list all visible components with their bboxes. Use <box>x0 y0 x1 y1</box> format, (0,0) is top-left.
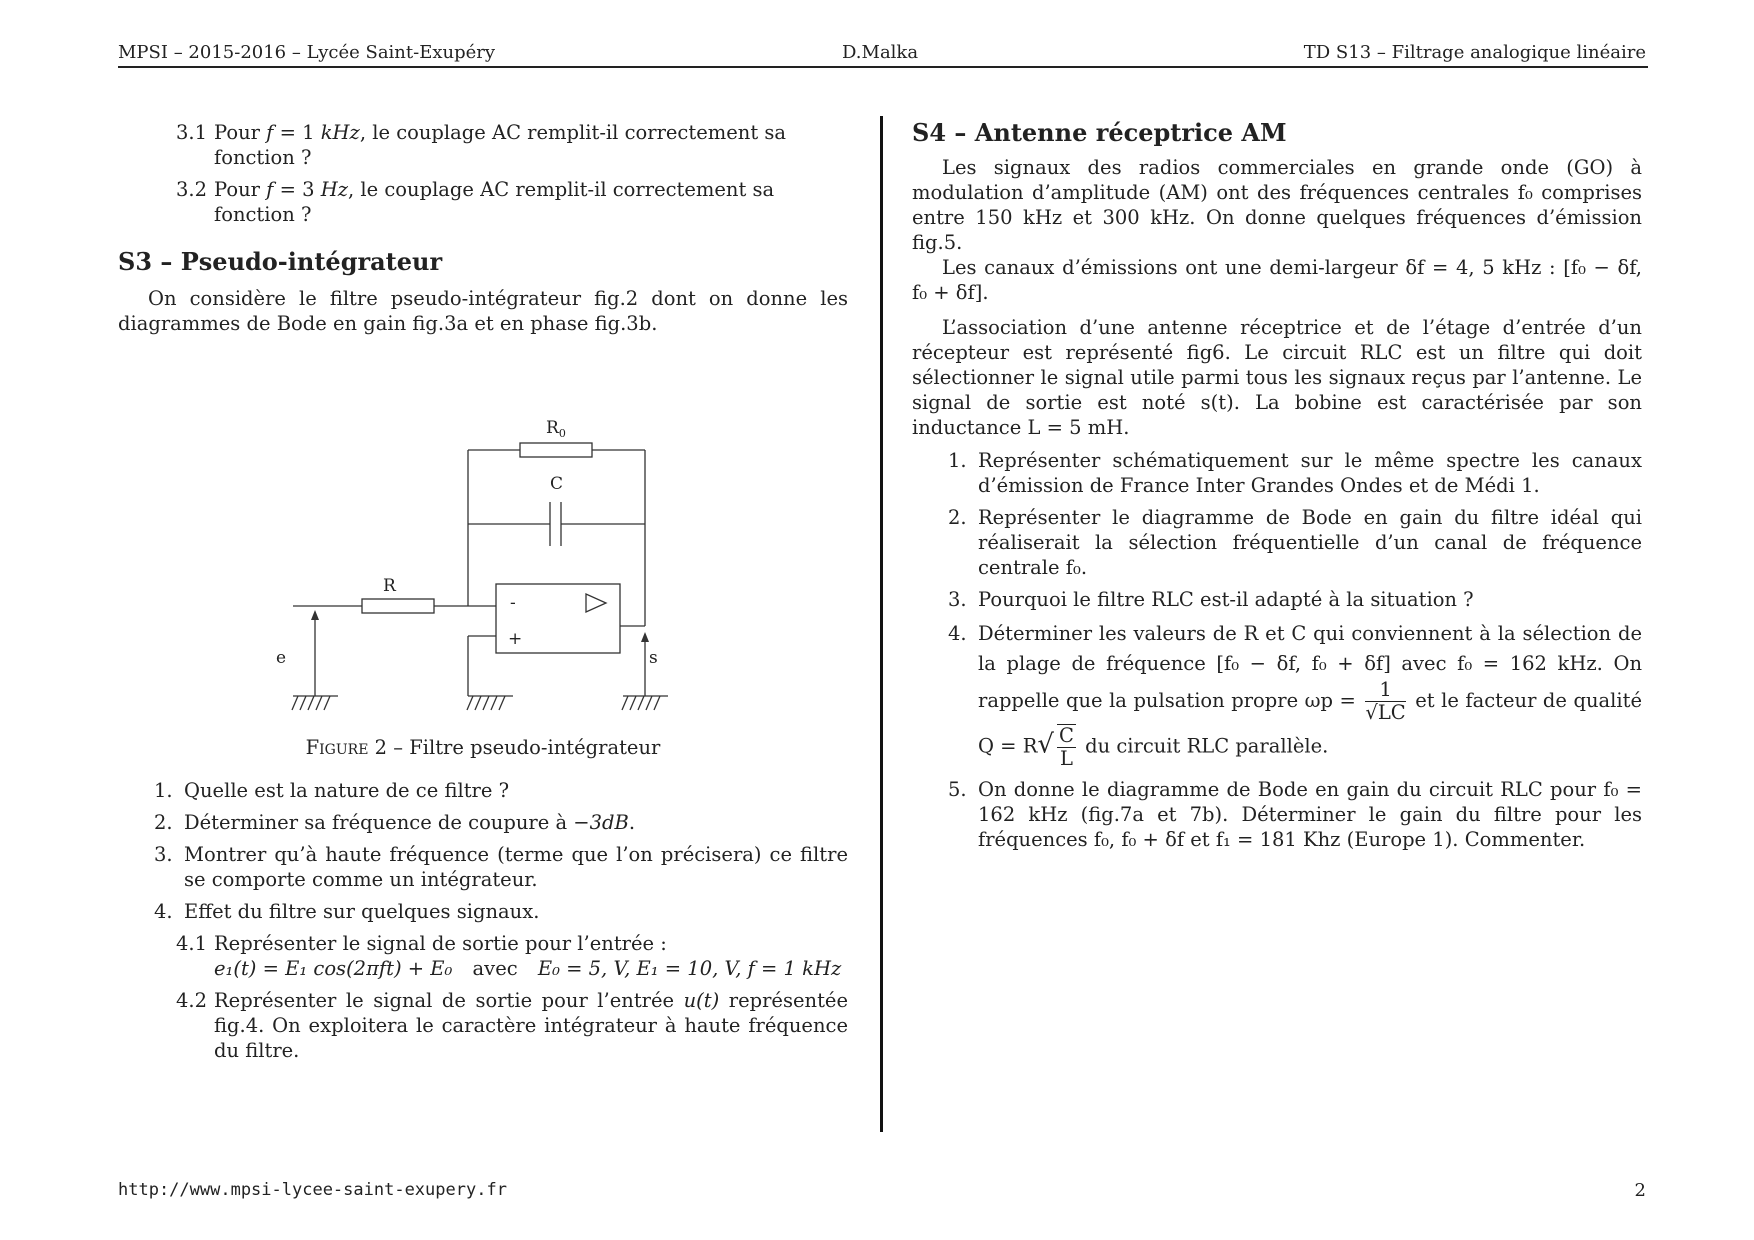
label-r: R <box>383 576 396 596</box>
s3-intro: On considère le filtre pseudo-intégrateur fig.2 dont on donne les diagrammes de Bode en gain fig.3a et en phase fig.3b. <box>118 287 848 335</box>
s3-question-3: 3. Montrer qu’à haute fréquence (terme que l’on précisera) ce filtre se comporte comme un intégrateur. <box>154 843 848 891</box>
s3-question-4-2: 4.2 Représenter le signal de sortie pour l’entrée u(t) représentée fig.4. On exploitera le caractère intégrateur à haute fréquence du filtre. <box>176 989 848 1062</box>
s4-question-list <box>912 448 1642 852</box>
s3-question-2: 2. Déterminer sa fréquence de coupure à −3dB. <box>154 811 636 834</box>
label-minus: - <box>510 593 516 613</box>
header-center: D.Malka <box>842 42 919 63</box>
label-e: e <box>276 648 287 668</box>
question-3-2: 3.2 Pour f = 3 Hz, le couplage AC remplit-il correctement sa fonction ? <box>176 178 775 226</box>
figure-2-caption: Figure 2 – Filtre pseudo-intégrateur <box>305 736 661 759</box>
question-3-1: 3.1 Pour f = 1 kHz, le couplage AC remplit-il correctement sa fonction ? <box>176 121 786 169</box>
label-plus: + <box>508 629 523 649</box>
s4-paragraph-1: Les signaux des radios commerciales en grande onde (GO) à modulation d’amplitude (AM) ont des fréquences centrales f₀ comprises entre 150 kHz et 300 kHz. On donne quelques fréquences d’émission fig.5. <box>912 156 1642 254</box>
s4-question-1: 1. Représenter schématiquement sur le même spectre les canaux d’émission de France Inter Grandes Ondes et de Médi 1. <box>948 449 1642 497</box>
s4-question-5: 5. On donne le diagramme de Bode en gain du circuit RLC pour f₀ = 162 kHz (fig.7a et 7b). Déterminer le gain du filtre pour les fréquences f₀, f₀ + δf et f₁ = 181 Khz (Europe 1). Commenter. <box>948 778 1642 851</box>
section-s3-title: S3 – Pseudo-intégrateur <box>118 247 443 276</box>
resistor-r0 <box>520 443 592 457</box>
s4-question-3: 3. Pourquoi le filtre RLC est-il adapté à la situation ? <box>948 588 1474 611</box>
s4-paragraph-3: L’association d’une antenne réceptrice et de l’étage d’entrée d’un récepteur est représenté fig6. Le circuit RLC est un filtre qui doit sélectionner le signal utile parmi tous les signaux reçus par l’antenne. Le signal de sortie est noté s(t). La bobine est caractérisée par son inductance L = 5 mH. <box>912 316 1642 439</box>
left-column <box>118 120 848 1063</box>
right-column <box>912 120 1642 852</box>
figure-2 <box>118 346 848 766</box>
label-c: C <box>550 474 564 494</box>
label-r0: $R_0$ <box>546 418 566 440</box>
resistor-r <box>362 599 434 613</box>
label-s: s <box>649 648 658 668</box>
column-divider <box>880 116 883 1132</box>
s3-question-list <box>118 778 848 1063</box>
page-number: 2 <box>1634 1180 1646 1201</box>
section-s4-title: S4 – Antenne réceptrice AM <box>912 118 1287 147</box>
s4-question-4: 4. Déterminer les valeurs de R et C qui conviennent à la sélection de la plage de fréquence [f₀ − δf, f₀ + δf] avec f₀ = 162 kHz. On rappelle que la pulsation propre ωp = $\frac{1}{√LC}$ et le facteur de qualité Q = R√ $\frac{C}{L}$ du circuit RLC parallèle. <box>948 622 1642 770</box>
circuit-diagram <box>118 406 848 746</box>
header-right: TD S13 – Filtrage analogique linéaire <box>1303 42 1646 63</box>
s4-question-2: 2. Représenter le diagramme de Bode en gain du filtre idéal qui réaliserait la sélection fréquentielle d’un canal de fréquence centrale f₀. <box>948 506 1642 579</box>
header-left: MPSI – 2015-2016 – Lycée Saint-Exupéry <box>118 42 496 63</box>
footer-url[interactable]: http://www.mpsi-lycee-saint-exupery.fr <box>118 1180 507 1200</box>
s4-paragraph-2: Les canaux d’émissions ont une demi-largeur δf = 4, 5 kHz : [f₀ − δf, f₀ + δf]. <box>912 256 1642 304</box>
s3-question-1: 1. Quelle est la nature de ce filtre ? <box>154 779 510 802</box>
s3-question-4: 4. Effet du filtre sur quelques signaux. <box>154 900 540 923</box>
s3-question-4-1: 4.1 Représenter le signal de sortie pour l’entrée : e₁(t) = E₁ cos(2πft) + E₀ avec E₀ = 5, V, E₁ = 10, V, f = 1 kHz <box>176 932 842 980</box>
header-rule <box>118 66 1648 68</box>
